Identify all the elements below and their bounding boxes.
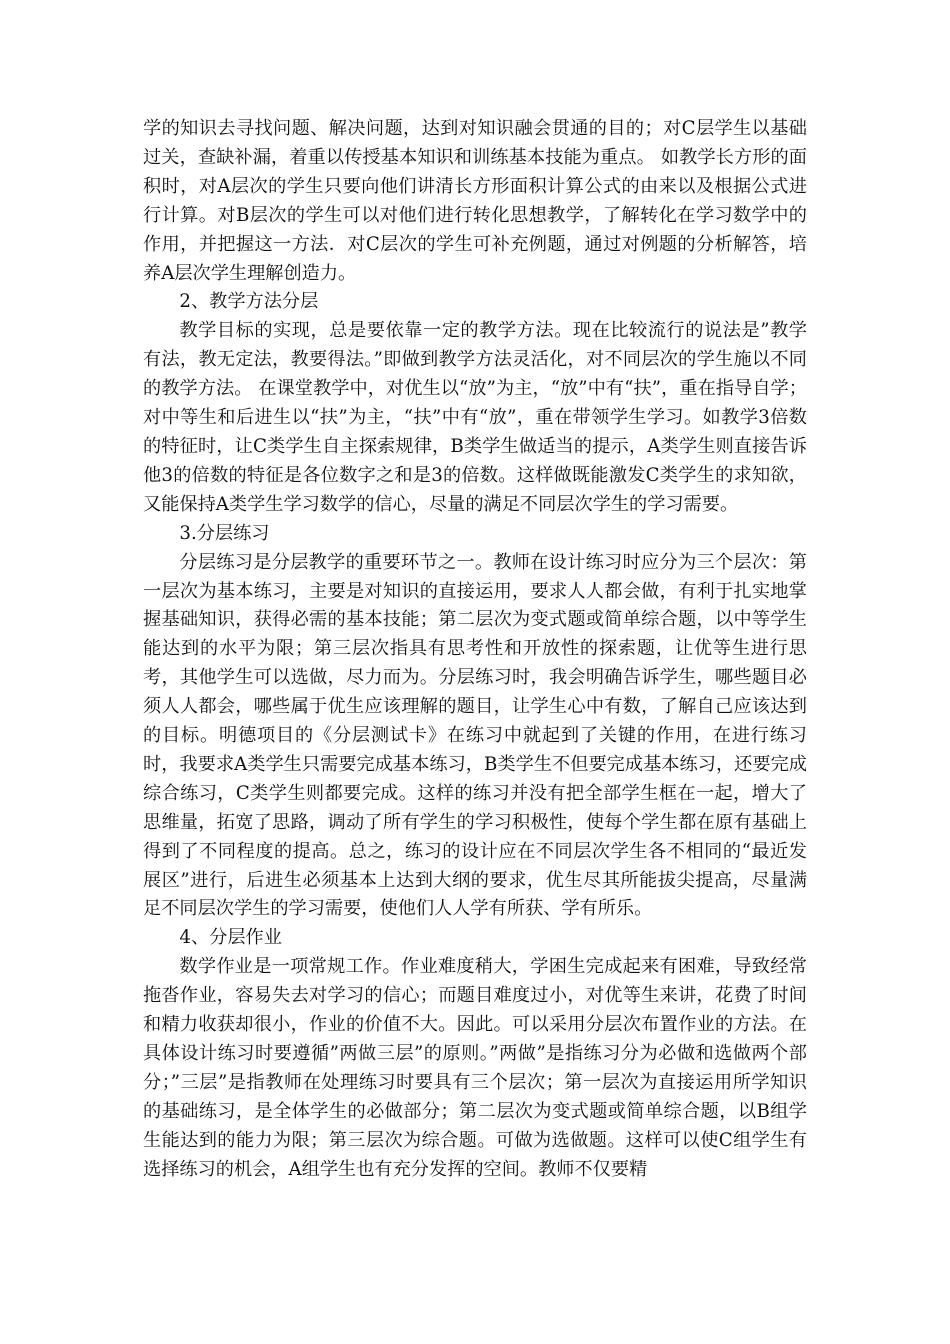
- section-heading-layered-practice: 3.分层练习: [179, 522, 270, 544]
- document-page: [143, 115, 807, 1185]
- paragraph-continuation: 学的知识去寻找问题、解决问题，达到对知识融会贯通的目的；对C层学生以基础过关，查缺补漏，着重以传授基本知识和训练基本技能为重点。 如教学长方形的面积时，对A层次的学生只要向他们讲清长方形面积计算公式的由来以及根据公式进行计算。对B层次的学生可以对他们进行转化思想教学，了解转化在学习数学中的作用，并把握这一方法．对C层次的学生可补充例题，通过对例题的分析解答，培养A层次学生理解创造力。: [143, 118, 807, 284]
- section-heading-layered-homework: 4、分层作业: [179, 927, 282, 949]
- section-heading-teaching-methods: 2、教学方法分层: [179, 291, 319, 313]
- paragraph-layered-homework: 数学作业是一项常规工作。作业难度稍大，学困生完成起来有困难，导致经常拖沓作业，容易失去对学习的信心；而题目难度过小，对优等生来讲，花费了时间和精力收获却很小，作业的价值不大。因此。可以采用分层次布置作业的方法。在具体设计练习时要遵循”两做三层”的原则。”两做”是指练习分为必做和选做两个部分；”三层”是指教师在处理练习时要具有三个层次；第一层次为直接运用所学知识的基础练习，是全体学生的必做部分；第二层次为变式题或简单综合题，以B组学生能达到的能力为限；第三层次为综合题。可做为选做题。这样可以使C组学生有选择练习的机会，A组学生也有充分发挥的空间。教师不仅要精: [143, 956, 807, 1180]
- paragraph-layered-practice: 分层练习是分层教学的重要环节之一。教师在设计练习时应分为三个层次：第一层次为基本练习，主要是对知识的直接运用，要求人人都会做，有利于扎实地掌握基础知识，获得必需的基本技能；第二层次为变式题或简单综合题，以中等学生能达到的水平为限；第三层次指具有思考性和开放性的探索题，让优等生进行思考，其他学生可以选做，尽力而为。分层练习时，我会明确告诉学生，哪些题目必须人人都会，哪些属于优生应该理解的题目，让学生心中有数，了解自己应该达到的目标。明德项目的《分层测试卡》在练习中就起到了关键的作用，在进行练习时，我要求A类学生只需要完成基本练习，B类学生不但要完成基本练习，还要完成综合练习，C类学生则都要完成。这样的练习并没有把全部学生框在一起，增大了思维量，拓宽了思路，调动了所有学生的学习积极性，使每个学生都在原有基础上得到了不同程度的提高。总之，练习的设计应在不同层次学生各不相同的“最近发展区”进行，后进生必须基本上达到大纲的要求，优生尽其所能拔尖提高，尽量满足不同层次学生的学习需要，使他们人人学有所获、学有所乐。: [143, 551, 807, 920]
- paragraph-teaching-methods: 教学目标的实现，总是要依靠一定的教学方法。现在比较流行的说法是”教学有法，教无定法，教要得法。”即做到教学方法灵活化，对不同层次的学生施以不同的教学方法。 在课堂教学中，对优生以“放”为主，“放”中有“扶”，重在指导自学；对中等生和后进生以“扶”为主，“扶”中有“放”，重在带领学生学习。如教学3倍数的特征时，让C类学生自主探索规律，B类学生做适当的提示，A类学生则直接告诉他3的倍数的特征是各位数字之和是3的倍数。这样做既能激发C类学生的求知欲，又能保持A类学生学习数学的信心，尽量的满足不同层次学生的学习需要。: [143, 320, 807, 515]
